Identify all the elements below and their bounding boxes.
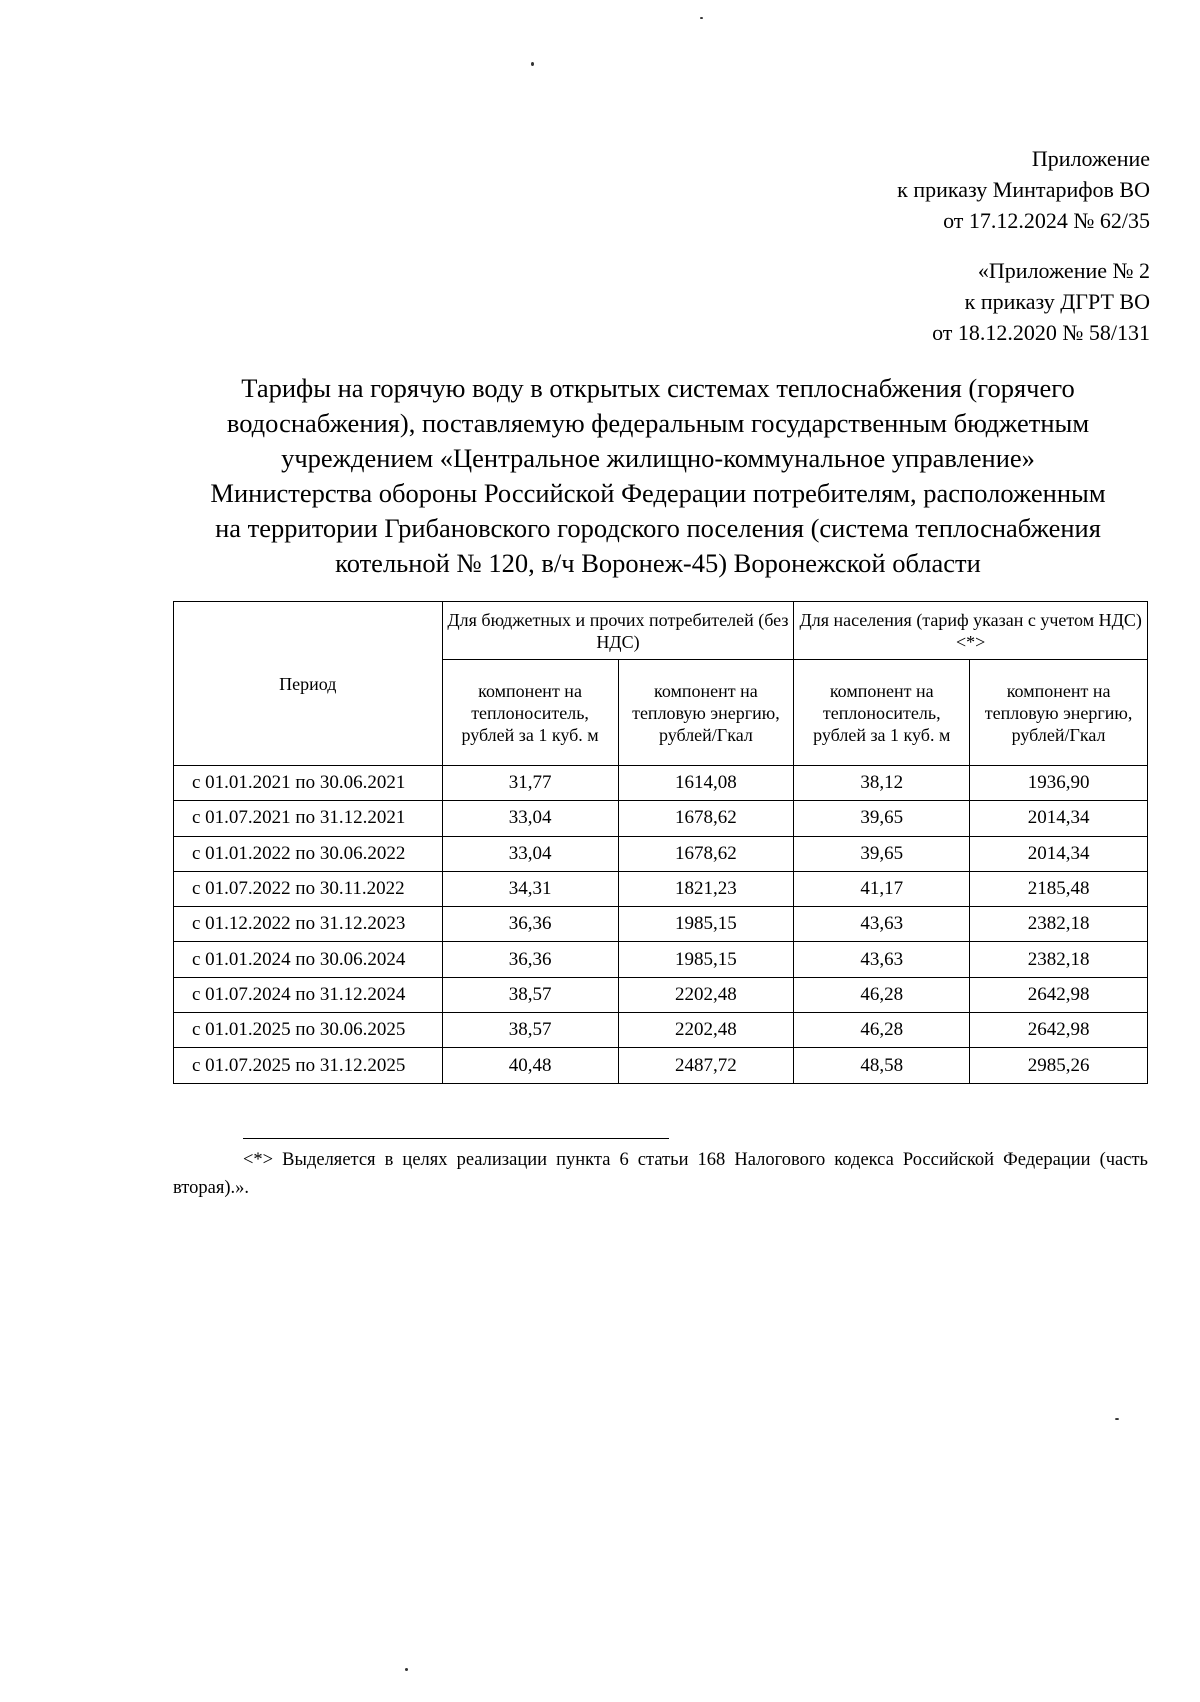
population-energy-cell: 2642,98 <box>970 977 1148 1012</box>
budget-carrier-cell: 38,57 <box>442 977 618 1012</box>
population-energy-cell: 2014,34 <box>970 836 1148 871</box>
budget-carrier-header: компонент на теплоноситель, рублей за 1 куб. м <box>442 660 618 766</box>
budget-carrier-cell: 33,04 <box>442 801 618 836</box>
table-row <box>174 1048 1148 1083</box>
budget-energy-cell: 1985,15 <box>618 942 794 977</box>
budget-carrier-cell: 36,36 <box>442 907 618 942</box>
population-energy-cell: 2014,34 <box>970 801 1148 836</box>
budget-energy-cell: 1821,23 <box>618 871 794 906</box>
population-carrier-cell: 46,28 <box>794 1013 970 1048</box>
budget-carrier-cell: 38,57 <box>442 1013 618 1048</box>
period-cell: с 01.01.2021 по 30.06.2021 <box>174 766 443 801</box>
population-energy-cell: 2642,98 <box>970 1013 1148 1048</box>
budget-energy-cell: 1614,08 <box>618 766 794 801</box>
population-energy-cell: 2382,18 <box>970 942 1148 977</box>
population-carrier-cell: 39,65 <box>794 801 970 836</box>
budget-energy-cell: 1678,62 <box>618 836 794 871</box>
population-carrier-cell: 43,63 <box>794 942 970 977</box>
title-line: на территории Грибановского городского поселения (система теплоснабжения <box>215 513 1101 543</box>
title-line: Министерства обороны Российской Федерации потребителям, расположенным <box>210 478 1106 508</box>
appendix-label: Приложение <box>1031 146 1150 171</box>
population-carrier-cell: 41,17 <box>794 871 970 906</box>
budget-carrier-cell: 40,48 <box>442 1048 618 1083</box>
population-energy-header: компонент на тепловую энергию, рублей/Гкал <box>970 660 1148 766</box>
tariff-table-body <box>174 766 1148 1084</box>
table-row <box>174 907 1148 942</box>
title-line: учреждением «Центральное жилищно-коммунальное управление» <box>281 443 1035 473</box>
appendix-reference <box>897 143 1150 236</box>
population-group-header: Для населения (тариф указан с учетом НДС) <*> <box>794 602 1148 660</box>
appendix2-date-number: от 18.12.2020 № 58/131 <box>932 320 1150 345</box>
table-row <box>174 871 1148 906</box>
table-row <box>174 1013 1148 1048</box>
population-carrier-cell: 48,58 <box>794 1048 970 1083</box>
population-energy-cell: 2382,18 <box>970 907 1148 942</box>
footnote-divider <box>243 1138 669 1139</box>
budget-carrier-cell: 34,31 <box>442 871 618 906</box>
population-energy-cell: 1936,90 <box>970 766 1148 801</box>
budget-energy-header: компонент на тепловую энергию, рублей/Гкал <box>618 660 794 766</box>
budget-carrier-cell: 36,36 <box>442 942 618 977</box>
appendix2-order: к приказу ДГРТ ВО <box>964 289 1150 314</box>
footnote-text: <*> Выделяется в целях реализации пункта 6 статьи 168 Налогового кодекса Российской Федерации (часть вторая).». <box>173 1150 1148 1198</box>
population-carrier-cell: 39,65 <box>794 836 970 871</box>
tariff-table <box>173 601 1148 1084</box>
budget-energy-cell: 2487,72 <box>618 1048 794 1083</box>
budget-energy-cell: 1985,15 <box>618 907 794 942</box>
population-carrier-header: компонент на теплоноситель, рублей за 1 куб. м <box>794 660 970 766</box>
appendix-order: к приказу Минтарифов ВО <box>897 177 1150 202</box>
period-cell: с 01.07.2024 по 31.12.2024 <box>174 977 443 1012</box>
appendix-date-number: от 17.12.2024 № 62/35 <box>943 208 1150 233</box>
table-row <box>174 977 1148 1012</box>
period-cell: с 01.01.2025 по 30.06.2025 <box>174 1013 443 1048</box>
population-carrier-cell: 38,12 <box>794 766 970 801</box>
scan-speck <box>405 1668 408 1671</box>
budget-carrier-cell: 31,77 <box>442 766 618 801</box>
population-energy-cell: 2185,48 <box>970 871 1148 906</box>
period-cell: с 01.07.2025 по 31.12.2025 <box>174 1048 443 1083</box>
title-line: Тарифы на горячую воду в открытых системах теплоснабжения (горячего <box>241 373 1075 403</box>
table-row <box>174 836 1148 871</box>
period-cell: с 01.07.2022 по 30.11.2022 <box>174 871 443 906</box>
population-carrier-cell: 43,63 <box>794 907 970 942</box>
period-cell: с 01.07.2021 по 31.12.2021 <box>174 801 443 836</box>
period-cell: с 01.01.2024 по 30.06.2024 <box>174 942 443 977</box>
table-row <box>174 801 1148 836</box>
scan-speck <box>1115 1418 1119 1420</box>
table-row <box>174 766 1148 801</box>
period-header: Период <box>174 602 443 766</box>
population-energy-cell: 2985,26 <box>970 1048 1148 1083</box>
table-row <box>174 942 1148 977</box>
period-cell: с 01.01.2022 по 30.06.2022 <box>174 836 443 871</box>
budget-energy-cell: 2202,48 <box>618 1013 794 1048</box>
budget-carrier-cell: 33,04 <box>442 836 618 871</box>
period-cell: с 01.12.2022 по 31.12.2023 <box>174 907 443 942</box>
scan-speck <box>700 17 703 19</box>
budget-group-header: Для бюджетных и прочих потребителей (без НДС) <box>442 602 794 660</box>
budget-energy-cell: 1678,62 <box>618 801 794 836</box>
document-title <box>170 371 1146 581</box>
scan-speck <box>531 62 534 66</box>
budget-energy-cell: 2202,48 <box>618 977 794 1012</box>
title-line: котельной № 120, в/ч Воронеж-45) Воронежской области <box>335 548 981 578</box>
title-line: водоснабжения), поставляемую федеральным государственным бюджетным <box>226 408 1090 438</box>
appendix2-label: «Приложение № 2 <box>977 258 1150 283</box>
appendix2-reference <box>932 255 1150 348</box>
population-carrier-cell: 46,28 <box>794 977 970 1012</box>
